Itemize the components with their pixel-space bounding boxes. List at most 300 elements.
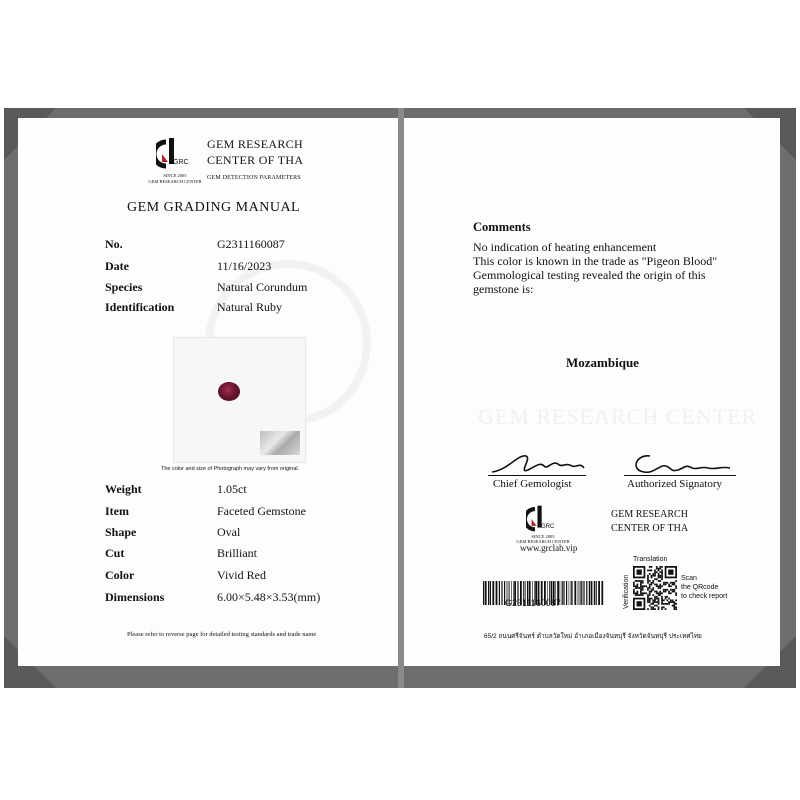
qr-module	[654, 596, 656, 598]
qr-module	[658, 592, 660, 594]
qr-module	[659, 587, 661, 589]
verification-label: Verification	[623, 574, 630, 609]
qr-module	[675, 599, 677, 601]
qr-module	[659, 592, 661, 594]
qr-module	[656, 568, 658, 570]
barcode-bar	[569, 581, 570, 605]
qr-module	[652, 573, 654, 575]
qr-module	[658, 573, 660, 575]
barcode-bar	[492, 581, 494, 605]
field-label: Shape	[105, 525, 137, 539]
barcode-bar	[584, 581, 585, 605]
qr-module	[665, 603, 667, 605]
qr-module	[649, 570, 651, 572]
qr-module	[654, 605, 656, 607]
logo-since: SINCE 2005	[163, 173, 187, 178]
qr-module	[635, 587, 637, 589]
barcode-bar	[563, 581, 564, 605]
qr-module	[654, 573, 656, 575]
qr-module	[649, 592, 651, 594]
qr-instruction-line: Scan	[681, 575, 697, 582]
field-label: Date	[105, 259, 129, 273]
qr-module	[651, 598, 653, 600]
qr-module	[670, 585, 672, 587]
qr-module	[661, 575, 663, 577]
field-value: G2311160087	[217, 237, 285, 251]
qr-module	[666, 599, 668, 601]
qr-module	[635, 592, 637, 594]
qr-module	[647, 594, 649, 596]
qr-module	[644, 585, 646, 587]
qr-module	[647, 577, 649, 579]
qr-module	[675, 585, 677, 587]
qr-module	[647, 601, 649, 603]
qr-module	[654, 599, 656, 601]
qr-module	[659, 571, 661, 573]
qr-module	[652, 575, 654, 577]
qr-module	[661, 585, 663, 587]
qr-module	[652, 606, 654, 608]
chief-gemologist-signature	[488, 448, 588, 478]
qr-module	[635, 594, 637, 596]
qr-module	[649, 587, 651, 589]
qr-module	[666, 596, 668, 598]
qr-module	[668, 592, 670, 594]
qr-module	[647, 599, 649, 601]
qr-module	[654, 575, 656, 577]
qr-module	[672, 599, 674, 601]
field-label: Dimensions	[105, 590, 165, 604]
qr-module	[673, 603, 675, 605]
field-label: Cut	[105, 546, 125, 560]
barcode-bar	[586, 581, 587, 605]
qr-module	[661, 596, 663, 598]
org-name-line2: CENTER OF THA	[611, 523, 689, 534]
qr-module	[661, 577, 663, 579]
qr-module	[670, 601, 672, 603]
qr-module	[675, 606, 677, 608]
qr-module	[649, 599, 651, 601]
barcode-bar	[591, 581, 593, 605]
qr-module	[642, 589, 644, 591]
qr-module	[661, 599, 663, 601]
qr-module	[647, 598, 649, 600]
qr-module	[642, 580, 644, 582]
qr-module	[647, 596, 649, 598]
tagline: GEM DETECTION PARAMETERS	[207, 175, 301, 181]
qr-module	[640, 585, 642, 587]
qr-module	[649, 598, 651, 600]
logo-subtitle: GEM RESEARCH CENTER	[516, 539, 570, 544]
qr-module	[673, 606, 675, 608]
barcode-bar	[501, 581, 502, 605]
qr-module	[644, 592, 646, 594]
qr-module	[656, 591, 658, 593]
qr-module	[673, 591, 675, 593]
qr-module	[659, 568, 661, 570]
field-value: 1.05ct	[217, 482, 247, 496]
qr-module	[647, 580, 649, 582]
field-value: Oval	[217, 525, 241, 539]
qr-module	[658, 601, 660, 603]
qr-module	[663, 603, 665, 605]
qr-module	[633, 589, 635, 591]
comment-line: gemstone is:	[473, 282, 534, 296]
qr-module	[647, 575, 649, 577]
field-label: No.	[105, 237, 123, 251]
qr-module	[661, 608, 663, 610]
barcode-bar	[581, 581, 582, 605]
qr-module	[673, 605, 675, 607]
qr-module	[675, 603, 677, 605]
qr-module	[658, 577, 660, 579]
manual-title: GEM GRADING MANUAL	[127, 200, 301, 215]
qr-module	[675, 580, 677, 582]
qr-module	[658, 606, 660, 608]
logo-text: GRC	[173, 159, 189, 166]
field-value: 6.00×5.48×3.53(mm)	[217, 590, 321, 604]
qr-module	[649, 594, 651, 596]
qr-module	[654, 584, 656, 586]
qr-module	[670, 582, 672, 584]
qr-module	[670, 599, 672, 601]
qr-module	[635, 585, 637, 587]
qr-module	[668, 584, 670, 586]
qr-module	[649, 584, 651, 586]
qr-module	[652, 589, 654, 591]
qr-module	[659, 575, 661, 577]
qr-module	[673, 608, 675, 610]
barcode-bar	[571, 581, 572, 605]
qr-module	[637, 570, 642, 575]
qr-module	[661, 573, 663, 575]
qr-module	[658, 575, 660, 577]
barcode-bar	[598, 581, 600, 605]
qr-module	[656, 571, 658, 573]
qr-module	[665, 591, 667, 593]
qr-module	[640, 580, 642, 582]
qr-module	[656, 592, 658, 594]
qr-module	[651, 589, 653, 591]
authorized-signatory-label: Authorized Signatory	[627, 478, 723, 490]
barcode-bar	[578, 581, 579, 605]
qr-module	[647, 578, 649, 580]
qr-module	[659, 566, 661, 568]
qr-module	[651, 575, 653, 577]
comments-heading: Comments	[473, 220, 531, 234]
qr-module	[649, 591, 651, 593]
qr-module	[651, 577, 653, 579]
qr-module	[675, 592, 677, 594]
qr-module	[668, 601, 670, 603]
qr-module	[652, 603, 654, 605]
barcode-bar	[566, 581, 567, 605]
qr-module	[666, 603, 668, 605]
qr-module	[658, 585, 660, 587]
field-value: Natural Corundum	[217, 280, 308, 294]
background-watermark: GEM RESEARCH CENTER	[478, 404, 758, 429]
qr-module	[656, 578, 658, 580]
qr-module	[651, 582, 653, 584]
qr-module	[638, 594, 640, 596]
qr-module	[658, 587, 660, 589]
qr-module	[663, 591, 665, 593]
qr-module	[659, 584, 661, 586]
qr-module	[649, 566, 651, 568]
field-value: Faceted Gemstone	[217, 504, 306, 518]
qr-module	[654, 571, 656, 573]
qr-module	[637, 594, 639, 596]
logo-since: SINCE 2005	[531, 534, 555, 539]
qr-module	[640, 589, 642, 591]
qr-module	[672, 601, 674, 603]
field-value: Vivid Red	[217, 568, 266, 582]
barcode-bar	[580, 581, 581, 605]
qr-module	[661, 603, 663, 605]
chief-gemologist-label: Chief Gemologist	[493, 478, 572, 490]
qr-module	[638, 580, 640, 582]
qr-module	[670, 589, 672, 591]
qr-module	[656, 584, 658, 586]
signature-line	[624, 475, 736, 476]
qr-module	[658, 608, 660, 610]
barcode-number: G2311160087	[505, 598, 561, 608]
qr-module	[637, 584, 639, 586]
org-name-line1: GEM RESEARCH	[207, 137, 303, 151]
qr-module	[658, 568, 660, 570]
qr-module	[645, 592, 647, 594]
qr-module	[659, 580, 661, 582]
qr-module	[637, 580, 639, 582]
org-name-line1: GEM RESEARCH	[611, 509, 688, 520]
qr-module	[661, 566, 663, 568]
qr-module	[659, 591, 661, 593]
field-label: Identification	[105, 300, 175, 314]
qr-module	[672, 582, 674, 584]
qr-module	[668, 585, 670, 587]
qr-module	[666, 589, 668, 591]
qr-module	[637, 585, 639, 587]
comment-line: This color is known in the trade as "Pigeon Blood"	[473, 254, 718, 268]
comment-line: Gemmological testing revealed the origin of this	[473, 268, 706, 282]
qr-module	[645, 585, 647, 587]
qr-module	[656, 601, 658, 603]
qr-module	[658, 594, 660, 596]
qr-module	[672, 589, 674, 591]
logo-text: GRC	[541, 524, 555, 530]
qr-module	[672, 584, 674, 586]
barcode-bar	[601, 581, 603, 605]
qr-module	[647, 570, 649, 572]
qr-module	[647, 587, 649, 589]
qr-module	[649, 573, 651, 575]
verification-qr-code[interactable]	[633, 566, 677, 610]
barcode-bar	[496, 581, 498, 605]
hologram-sticker	[260, 431, 300, 455]
barcode-bar	[490, 581, 491, 605]
qr-module	[640, 591, 642, 593]
gem-photo	[173, 337, 306, 463]
ruby-gemstone	[218, 382, 240, 401]
qr-module	[642, 594, 644, 596]
qr-module	[665, 582, 667, 584]
qr-module	[663, 582, 665, 584]
qr-module	[665, 584, 667, 586]
qr-module	[661, 570, 663, 572]
qr-module	[651, 603, 653, 605]
qr-module	[656, 585, 658, 587]
qr-module	[661, 598, 663, 600]
qr-module	[640, 594, 642, 596]
qr-module	[675, 608, 677, 610]
qr-module	[663, 584, 665, 586]
address: 65/2 ถนนศรีจันทร์ ตำบลวัดใหม่ อำเภอเมืองจันทบุรี จังหวัดจันทบุรี ประเทศไทย	[484, 633, 702, 640]
qr-module	[658, 599, 660, 601]
qr-module	[638, 587, 640, 589]
qr-module	[668, 570, 673, 575]
field-label: Color	[105, 568, 135, 582]
qr-module	[673, 584, 675, 586]
qr-module	[654, 601, 656, 603]
qr-module	[663, 606, 665, 608]
qr-module	[635, 580, 637, 582]
authorized-signature	[626, 448, 736, 478]
qr-module	[661, 578, 663, 580]
qr-module	[633, 584, 635, 586]
qr-module	[633, 592, 635, 594]
qr-module	[668, 598, 670, 600]
qr-module	[658, 580, 660, 582]
qr-module	[661, 606, 663, 608]
qr-module	[642, 582, 644, 584]
qr-module	[673, 589, 675, 591]
barcode-bar	[485, 581, 487, 605]
website: www.grclab.vip	[520, 543, 578, 553]
qr-module	[656, 566, 658, 568]
qr-module	[668, 603, 670, 605]
photo-caption: The color and size of Photograph may vary from original.	[161, 466, 300, 472]
barcode-bar	[596, 581, 597, 605]
qr-module	[633, 582, 635, 584]
footer-note: Please refer to reverse page for detailed testing standards and trade name	[127, 631, 317, 638]
qr-module	[659, 577, 661, 579]
qr-module	[637, 601, 642, 606]
qr-module	[665, 608, 667, 610]
qr-module	[661, 592, 663, 594]
comment-line: No indication of heating enhancement	[473, 240, 657, 254]
qr-module	[661, 601, 663, 603]
qr-module	[649, 585, 651, 587]
qr-module	[633, 585, 635, 587]
qr-module	[659, 585, 661, 587]
field-value: Natural Ruby	[217, 300, 282, 314]
qr-module	[637, 587, 639, 589]
qr-module	[673, 582, 675, 584]
barcode-bar	[572, 581, 573, 605]
org-name-line2: CENTER OF THA	[207, 153, 304, 167]
qr-module	[640, 592, 642, 594]
qr-module	[668, 591, 670, 593]
field-label: Item	[105, 504, 129, 518]
qr-module	[659, 594, 661, 596]
qr-module	[647, 589, 649, 591]
qr-module	[633, 591, 635, 593]
qr-module	[663, 599, 665, 601]
qr-module	[651, 584, 653, 586]
qr-module	[651, 570, 653, 572]
barcode-bar	[589, 581, 590, 605]
qr-module	[652, 582, 654, 584]
qr-module	[654, 570, 656, 572]
qr-module	[640, 587, 642, 589]
origin-country: Mozambique	[566, 355, 639, 370]
qr-module	[652, 601, 654, 603]
qr-module	[672, 591, 674, 593]
qr-module	[651, 566, 653, 568]
qr-module	[651, 608, 653, 610]
qr-module	[661, 571, 663, 573]
qr-instructions	[681, 574, 727, 601]
logo-subtitle: GEM RESEARCH CENTER	[148, 179, 202, 184]
qr-module	[654, 578, 656, 580]
barcode-bar	[488, 581, 489, 605]
qr-module	[652, 599, 654, 601]
field-label: Species	[105, 280, 143, 294]
grc-logo-icon	[156, 136, 188, 174]
qr-module	[670, 592, 672, 594]
qr-module	[647, 608, 649, 610]
field-value: Brilliant	[217, 546, 257, 560]
barcode-bar	[562, 581, 563, 605]
qr-module	[651, 591, 653, 593]
qr-module	[654, 608, 656, 610]
barcode-bar	[594, 581, 595, 605]
qr-module	[652, 608, 654, 610]
qr-module	[652, 587, 654, 589]
qr-module	[672, 605, 674, 607]
translation-label: Translation	[633, 556, 668, 563]
qr-instruction-line: the QRcode	[681, 584, 719, 591]
grc-logo-icon	[526, 504, 554, 536]
qr-module	[652, 594, 654, 596]
qr-module	[642, 587, 644, 589]
qr-module	[642, 585, 644, 587]
qr-module	[642, 592, 644, 594]
qr-module	[665, 589, 667, 591]
qr-instruction-line: to check report	[681, 593, 728, 600]
qr-module	[637, 591, 639, 593]
field-label: Weight	[105, 482, 142, 496]
qr-module	[656, 598, 658, 600]
qr-module	[656, 605, 658, 607]
barcode-bar	[499, 581, 500, 605]
qr-module	[656, 596, 658, 598]
qr-module	[673, 601, 675, 603]
barcode-bar	[574, 581, 576, 605]
signature-line	[488, 475, 586, 476]
qr-module	[663, 589, 665, 591]
barcode-bar	[583, 581, 584, 605]
qr-module	[665, 598, 667, 600]
qr-module	[649, 605, 651, 607]
qr-module	[658, 603, 660, 605]
qr-module	[665, 596, 667, 598]
field-value: 11/16/2023	[217, 259, 272, 273]
qr-module	[658, 598, 660, 600]
barcode-bar	[483, 581, 484, 605]
qr-module	[647, 582, 649, 584]
qr-module	[637, 592, 639, 594]
